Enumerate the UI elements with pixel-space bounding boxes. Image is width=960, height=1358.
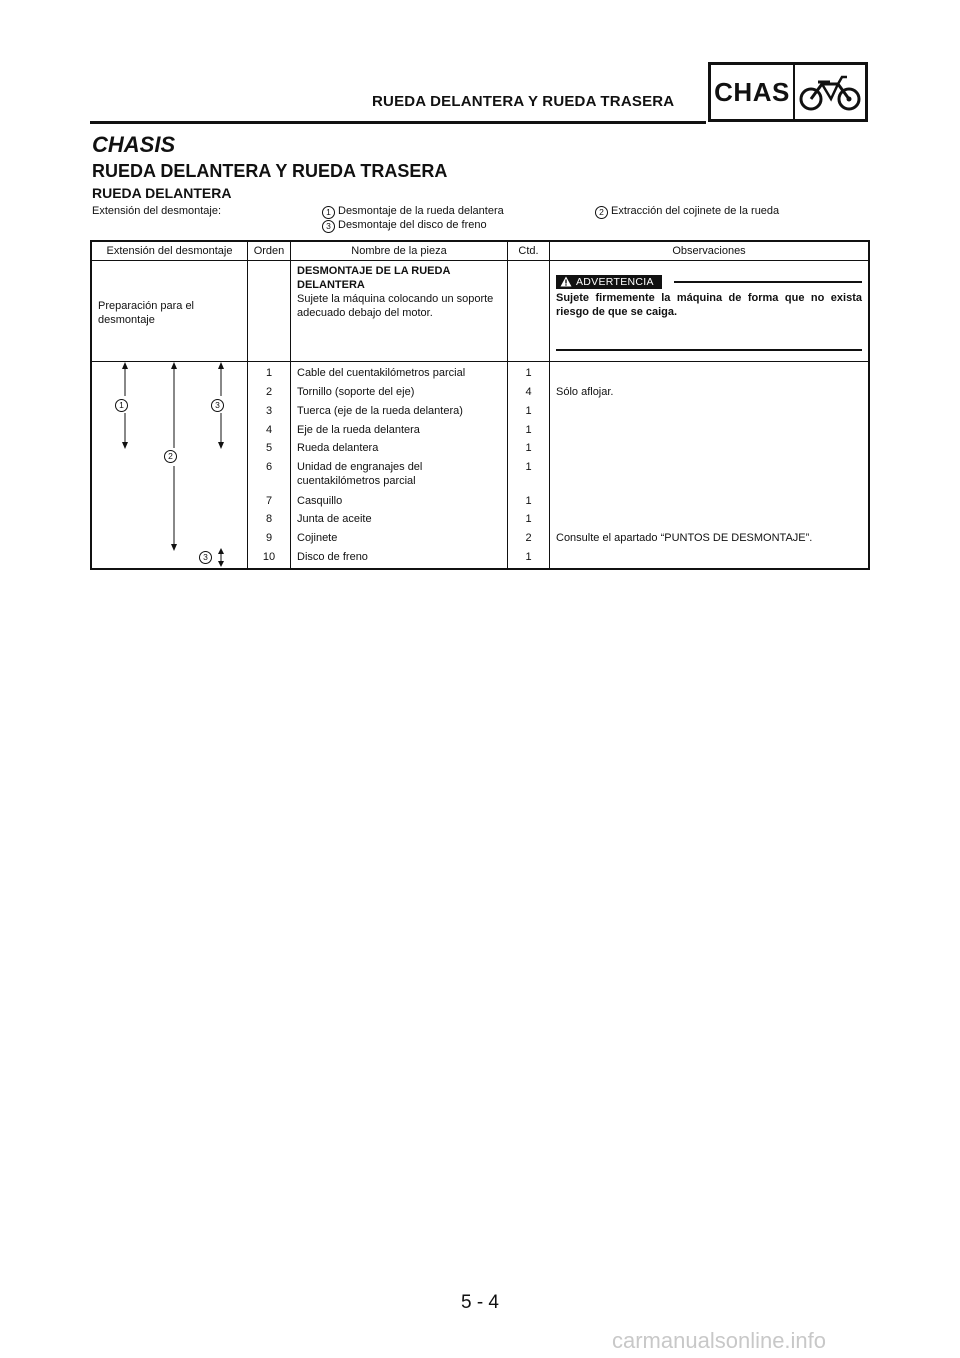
row-order: 5: [248, 439, 291, 458]
row-remarks: [550, 439, 870, 458]
col-header-part-name: Nombre de la pieza: [291, 241, 508, 261]
prep-row: [91, 261, 869, 362]
prep-name-cell: [291, 261, 508, 362]
warning-label: [556, 275, 662, 289]
circled-number: 1: [322, 206, 335, 219]
row-remarks: [550, 548, 870, 569]
disassembly-table: [90, 240, 870, 570]
row-order: 9: [248, 529, 291, 548]
row-qty: 1: [508, 362, 550, 383]
arrow-label-3-disc: 3: [199, 551, 212, 564]
row-order: 7: [248, 492, 291, 511]
warning-label-text: ADVERTENCIA: [576, 276, 654, 288]
col-header-order: Orden: [248, 241, 291, 261]
header-rule: [90, 121, 706, 124]
circled-number: 3: [322, 220, 335, 233]
col-header-extent: Extensión del desmontaje: [91, 241, 248, 261]
row-part-name: Tuerca (eje de la rueda delantera): [291, 402, 508, 421]
extent-arrows-diagram: [92, 362, 247, 568]
col-header-qty: Ctd.: [508, 241, 550, 261]
section-header-title: RUEDA DELANTERA Y RUEDA TRASERA: [372, 93, 675, 110]
row-order: 6: [248, 458, 291, 491]
warning-top-rule: [674, 281, 862, 283]
table-header-row: [91, 241, 869, 261]
prep-label-cell: [91, 261, 248, 362]
warning-bottom-rule: [556, 349, 862, 351]
row-qty: 1: [508, 548, 550, 569]
row-remarks: [550, 402, 870, 421]
row-remarks: [550, 362, 870, 383]
extent-arrows-cell: [91, 362, 248, 570]
row-qty: 1: [508, 510, 550, 529]
section-heading: RUEDA DELANTERA Y RUEDA TRASERA: [92, 161, 448, 181]
row-remarks: Sólo aflojar.: [550, 383, 870, 402]
prep-text: Sujete la máquina colocando un soporte adecuado debajo del motor.: [297, 293, 494, 319]
row-remarks: [550, 421, 870, 440]
row-order: 8: [248, 510, 291, 529]
row-qty: 1: [508, 439, 550, 458]
row-remarks: [550, 510, 870, 529]
subsection-heading: RUEDA DELANTERA: [92, 185, 232, 201]
warning-badge: [556, 275, 662, 289]
row-part-name: Cojinete: [291, 529, 508, 548]
warning-triangle-icon: [560, 276, 572, 287]
row-remarks: [550, 458, 870, 491]
prep-label: Preparación para el desmontaje: [98, 300, 195, 326]
watermark: carmanualsonline.info: [612, 1328, 827, 1353]
arrow-label-2: 2: [164, 450, 177, 463]
extent-item-text: Extracción del cojinete de la rueda: [611, 205, 780, 217]
row-part-name: Disco de freno: [291, 548, 508, 569]
row-order: 1: [248, 362, 291, 383]
circled-number: 2: [595, 206, 608, 219]
row-qty: 1: [508, 402, 550, 421]
row-order: 2: [248, 383, 291, 402]
row-qty: 1: [508, 458, 550, 491]
prep-qty-cell: [508, 261, 550, 362]
prep-remarks-cell: [550, 261, 870, 362]
row-part-name: Junta de aceite: [291, 510, 508, 529]
arrow-label-3: 3: [211, 399, 224, 412]
prep-title: DESMONTAJE DE LA RUEDA DELANTERA: [297, 265, 450, 291]
chas-section-tag: [708, 62, 868, 122]
motorcycle-icon: [795, 65, 865, 119]
arrow-label-1: 1: [115, 399, 128, 412]
extent-item-1: [322, 205, 504, 219]
row-order: 10: [248, 548, 291, 569]
chapter-heading: CHASIS: [92, 132, 176, 157]
row-remarks: Consulte el apartado “PUNTOS DE DESMONTAJE”.: [550, 529, 870, 548]
extent-item-3: [322, 219, 487, 233]
col-header-remarks: Observaciones: [550, 241, 870, 261]
row-part-name: Eje de la rueda delantera: [291, 421, 508, 440]
page-number: 5 - 4: [460, 1292, 500, 1313]
row-qty: 1: [508, 421, 550, 440]
row-part-name: Cable del cuentakilómetros parcial: [291, 362, 508, 383]
extent-item-2: [595, 205, 779, 219]
chas-label: CHAS: [711, 65, 795, 119]
row-qty: 1: [508, 492, 550, 511]
row-remarks: [550, 492, 870, 511]
prep-order-cell: [248, 261, 291, 362]
row-part-name: Casquillo: [291, 492, 508, 511]
row-order: 3: [248, 402, 291, 421]
extent-label: Extensión del desmontaje:: [92, 205, 222, 217]
extent-item-text: Desmontaje del disco de freno: [338, 219, 487, 231]
row-order: 4: [248, 421, 291, 440]
row-part-name: Unidad de engranajes del cuentakilómetros parcial: [291, 458, 508, 491]
warning-text: Sujete firmemente la máquina de forma que no exista riesgo de que se caiga.: [556, 292, 862, 318]
row-part-name: Tornillo (soporte del eje): [291, 383, 508, 402]
extent-item-text: Desmontaje de la rueda delantera: [338, 205, 504, 217]
row-part-name: Rueda delantera: [291, 439, 508, 458]
row-qty: 4: [508, 383, 550, 402]
row-qty: 2: [508, 529, 550, 548]
table-row: [91, 362, 869, 383]
